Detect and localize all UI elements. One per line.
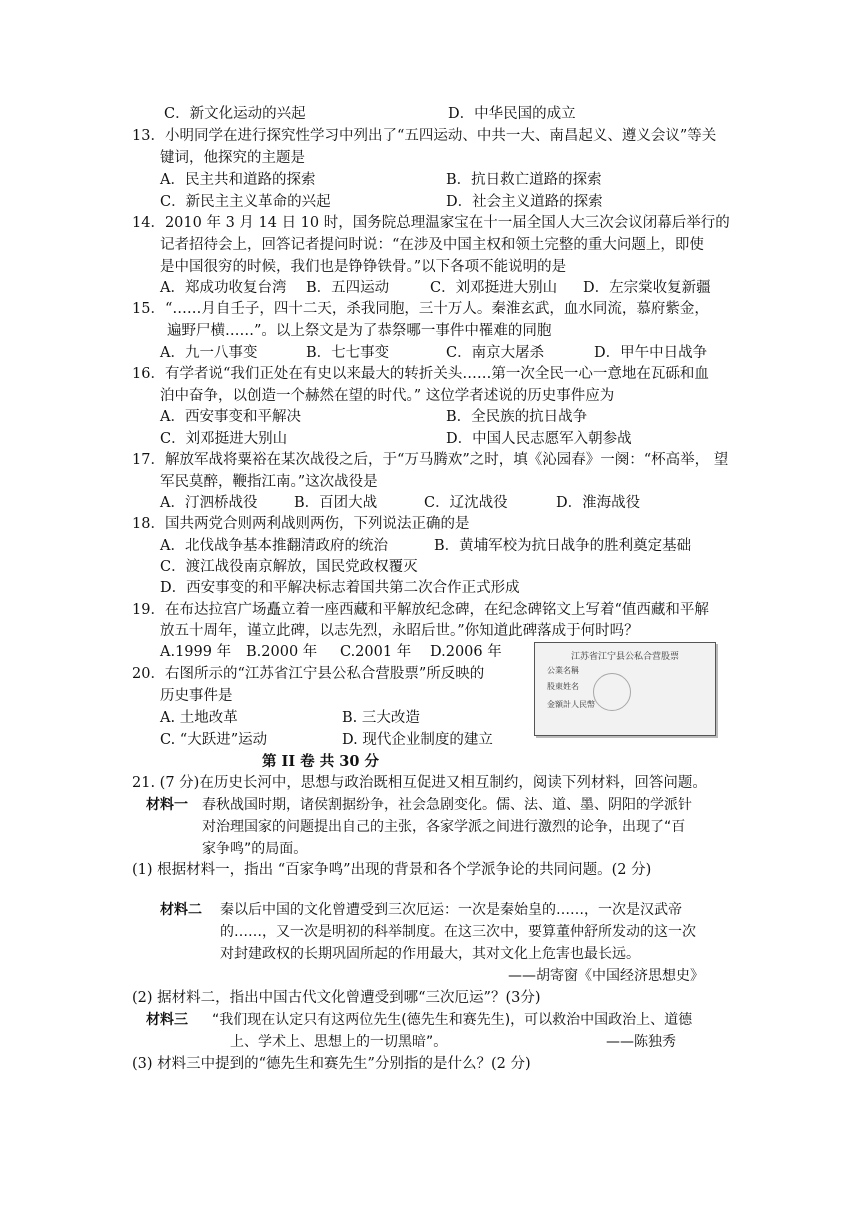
q19-option-c: C.2001 年 [340, 644, 412, 660]
stock-certificate-image [534, 642, 716, 736]
q20-option-a: A. 土地改革 [160, 710, 238, 726]
q20-stem-cont: 历史事件是 [160, 688, 233, 704]
material-2-text: 秦以后中国的文化曾遭受到三次厄运：一次是秦始皇的……，一次是汉武帝 [220, 902, 682, 918]
q15-option-a: A．九一八事变 [160, 345, 258, 361]
stock-certificate-row: 金額計人民幣 [547, 700, 595, 709]
stock-certificate-row: 股東姓名 [547, 682, 579, 691]
q14-stem-cont2: 是中国很穷的时候，我们也是铮铮铁骨。”以下各项不能说明的是 [160, 259, 567, 275]
q20-option-b: B. 三大改造 [342, 710, 420, 726]
q17-stem-cont: 军民莫醉，鞭指江南。”这次战役是 [160, 474, 378, 490]
q18-stem: 18．国共两党合则两利战则两伤，下列说法正确的是 [132, 516, 470, 532]
material-1-text: 春秋战国时期，诸侯割据纷争，社会急剧变化。儒、法、道、墨、阴阳的学派针 [202, 797, 692, 813]
q20-option-c: C. “大跃进”运动 [160, 732, 268, 748]
material-3-label: 材料三 [146, 1012, 188, 1028]
material-2-label: 材料二 [160, 902, 202, 918]
q19-stem-cont: 放五十周年，谨立此碑，以志先烈，永昭后世。”你知道此碑落成于何时吗？ [160, 623, 639, 639]
q17-stem: 17．解放军战将粟裕在某次战役之后，于“万马腾欢”之时，填《沁园春》一阕：“杯高举， 望 [132, 452, 729, 468]
q21-stem: 21. (7 分)在历史长河中，思想与政治既相互促进又相互制约，阅读下列材料，回答问题。 [132, 775, 707, 791]
q16-option-c: C．刘邓挺进大别山 [160, 431, 288, 447]
q19-stem: 19．在布达拉宫广场矗立着一座西藏和平解放纪念碑，在纪念碑铭文上写着“值西藏和平解 [132, 602, 709, 618]
material-1-label: 材料一 [146, 797, 188, 813]
q18-option-b: B．黄埔军校为抗日战争的胜利奠定基础 [434, 538, 692, 554]
q17-option-c: C．辽沈战役 [424, 495, 508, 511]
q14-option-c: C．刘邓挺进大别山 [430, 280, 558, 296]
q20-stem: 20．右图所示的“江苏省江宁县公私合营股票”所反映的 [132, 666, 485, 682]
q18-option-c: C．渡江战役南京解放，国民党政权覆灭 [160, 559, 418, 575]
q12-option-c: C．新文化运动的兴起 [164, 106, 306, 122]
q21-sub2: (2) 据材料二，指出中国古代文化曾遭受到哪“三次厄运”？(3分) [132, 990, 541, 1006]
q19-option-b: B.2000 年 [246, 644, 318, 660]
q14-stem: 14．2010 年 3 月 14 日 10 时，国务院总理温家宝在十一届全国人大三次会议闭幕后举行的 [132, 215, 730, 231]
q17-option-b: B．百团大战 [294, 495, 378, 511]
q19-option-a: A.1999 年 [160, 644, 232, 660]
material-2-text: 的……，又一次是明初的科举制度。在这三次中，要算董仲舒所发动的这一次 [220, 924, 696, 940]
q20-option-d: D. 现代企业制度的建立 [342, 732, 493, 748]
q17-option-d: D．淮海战役 [556, 495, 641, 511]
stock-certificate-row: 公業名稱 [547, 666, 579, 675]
q17-option-a: A．汀泗桥战役 [160, 495, 258, 511]
material-3-text: 上、学术上、思想上的一切黑暗”。 [230, 1034, 448, 1050]
stock-certificate-title: 江苏省江宁县公私合营股票 [570, 652, 679, 662]
q14-option-b: B．五四运动 [306, 280, 390, 296]
q16-stem-cont: 泊中奋争，以创造一个赫然在望的时代。” 这位学者述说的历史事件应为 [160, 388, 615, 404]
q12-option-d: D．中华民国的成立 [448, 106, 576, 122]
material-2-source: ——胡寄窗《中国经济思想史》 [508, 968, 704, 984]
q15-option-b: B．七七事变 [306, 345, 390, 361]
q14-option-a: A．郑成功收复台湾 [160, 280, 287, 296]
material-3-source: ——陈独秀 [606, 1034, 676, 1050]
q18-option-a: A．北伐战争基本推翻清政府的统治 [160, 538, 388, 554]
q13-stem: 13．小明同学在进行探究性学习中列出了“五四运动、中共一大、南昌起义、遵义会议”等关 [132, 128, 717, 144]
q14-stem-cont1: 记者招待会上，回答记者提问时说：“在涉及中国主权和领土完整的重大问题上，即使 [160, 237, 704, 253]
q14-option-d: D．左宗棠收复新疆 [583, 280, 711, 296]
q16-stem: 16．有学者说“我们正处在有史以来最大的转折关头……第一次全民一心一意地在瓦砾和血 [132, 366, 709, 382]
q13-option-c: C．新民主主义革命的兴起 [160, 194, 331, 210]
seal-stamp [593, 673, 631, 711]
q21-sub1: (1) 根据材料一，指出 “百家争鸣”出现的背景和各个学派争论的共同问题。(2 分) [132, 862, 652, 878]
q15-option-d: D．甲午中日战争 [594, 345, 708, 361]
q19-option-d: D.2006 年 [430, 644, 502, 660]
material-1-text: 对治理国家的问题提出自己的主张，各家学派之间进行激烈的论争，出现了“百 [202, 819, 686, 835]
q18-option-d: D．西安事变的和平解决标志着国共第二次合作正式形成 [160, 580, 520, 596]
q15-stem-cont: 遍野尸横……”。以上祭文是为了恭祭哪一事件中罹难的同胞 [167, 323, 552, 339]
q13-option-b: B．抗日救亡道路的探索 [446, 172, 602, 188]
q13-option-d: D．社会主义道路的探索 [446, 194, 603, 210]
section-ii-heading: 第 II 卷 共 30 分 [262, 753, 379, 770]
q16-option-b: B．全民族的抗日战争 [446, 409, 588, 425]
q16-option-a: A．西安事变和平解决 [160, 409, 301, 425]
material-3-text: “我们现在认定只有这两位先生(德先生和赛先生)，可以救治中国政治上、道德 [212, 1012, 693, 1028]
q16-option-d: D．中国人民志愿军入朝参战 [446, 431, 632, 447]
q21-sub3: (3) 材料三中提到的“德先生和赛先生”分别指的是什么？(2 分) [132, 1056, 531, 1072]
material-2-text: 对封建政权的长期巩固所起的作用最大，其对文化上危害也最长远。 [220, 946, 640, 962]
q13-stem-cont: 键词，他探究的主题是 [160, 150, 305, 166]
q15-stem: 15．“……月自壬子，四十二天，杀我同胞，三十万人。秦淮玄武，血水同流，慕府紫金， [132, 301, 709, 317]
q15-option-c: C．南京大屠杀 [446, 345, 545, 361]
q13-option-a: A．民主共和道路的探索 [160, 172, 316, 188]
material-1-text: 家争鸣”的局面。 [202, 841, 308, 857]
